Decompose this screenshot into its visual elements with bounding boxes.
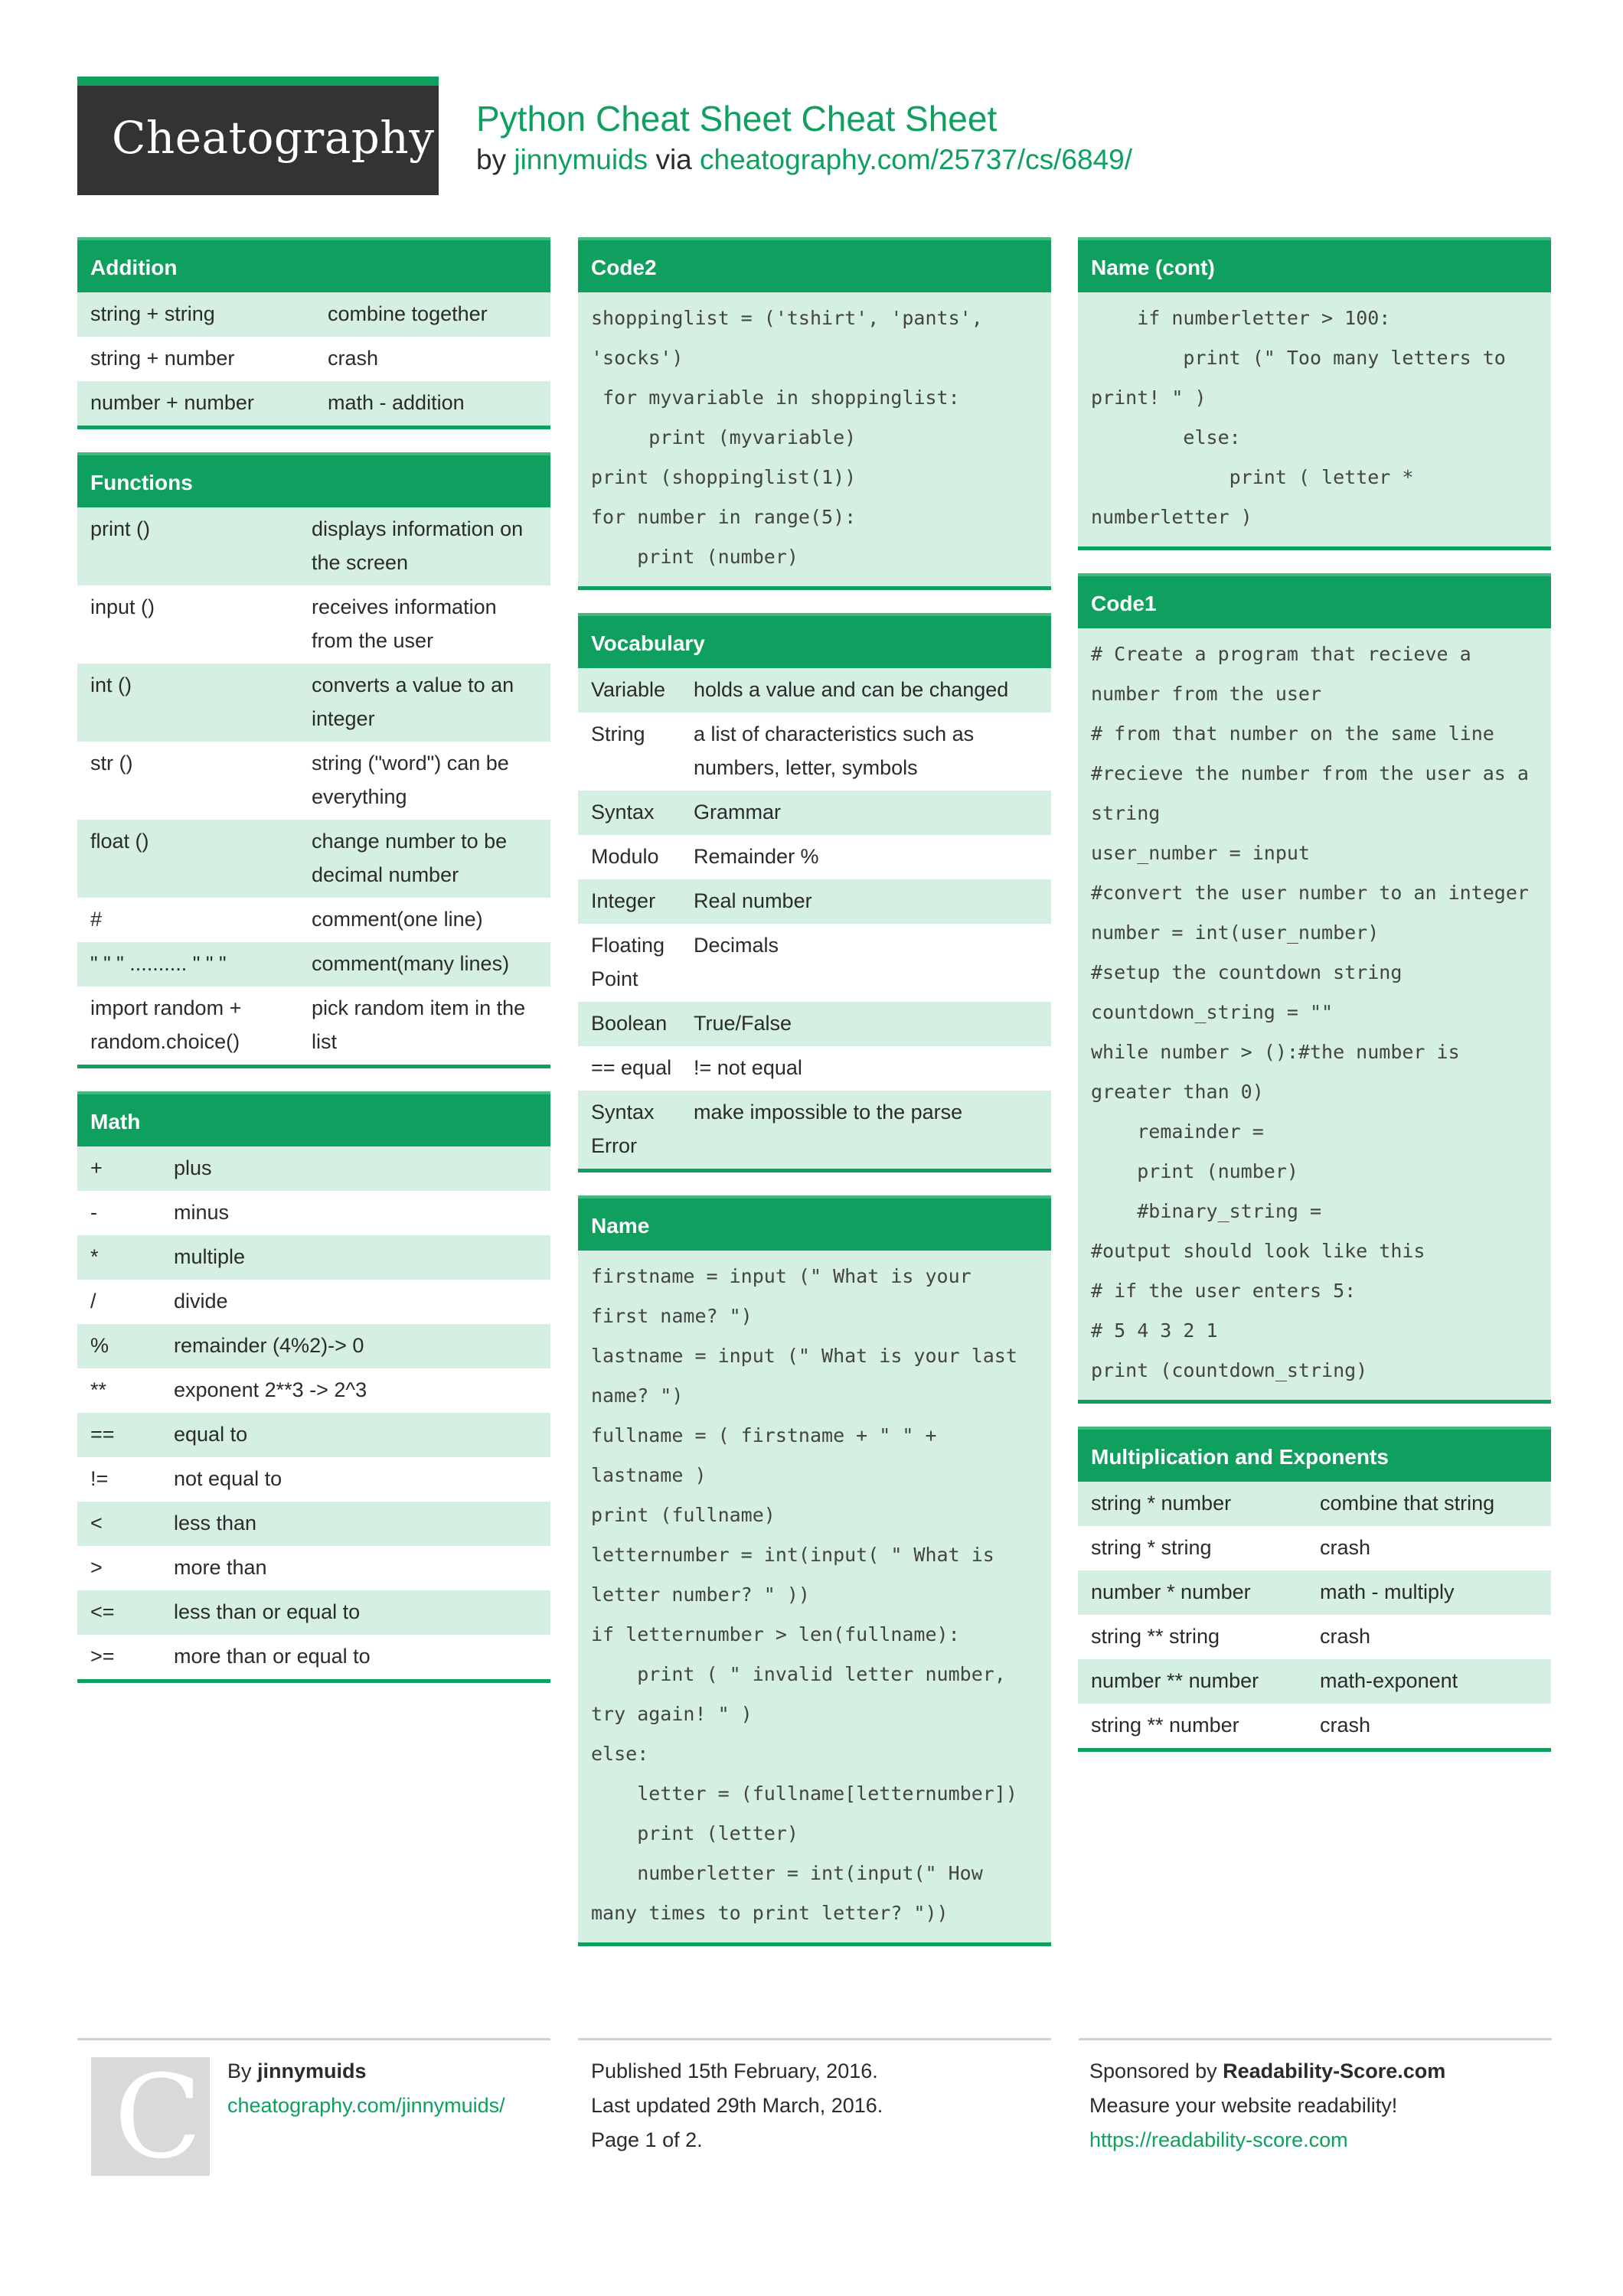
- row-key: Integer: [591, 889, 656, 912]
- row-key: import random + random.choice(): [90, 996, 242, 1053]
- row-value: divide: [174, 1290, 228, 1313]
- row-key: ==: [90, 1423, 115, 1446]
- author-name[interactable]: jinnymuids: [257, 2060, 367, 2082]
- table-row: [578, 1002, 1051, 1046]
- row-value: crash: [1320, 1714, 1371, 1737]
- table-row: [1078, 1615, 1551, 1659]
- row-value: remainder (4%2)-> 0: [174, 1334, 364, 1357]
- section-body: [578, 668, 1051, 1172]
- section-title: Vocabulary: [578, 613, 1051, 668]
- table-row: [578, 1091, 1051, 1169]
- footer-divider: [77, 2038, 1552, 2040]
- row-key: string * string: [1091, 1536, 1212, 1559]
- code-block: firstname = input (" What is your first name? ") lastname = input (" What is your last name? ") fullname = ( firstname + " " + lastname ) print (fullname) letternumber = int(input( " What is letter number? " )) if letternumber > len(fullname): print ( " invalid letter number, try again! " ) else: letter = (fullname[letternumber]) print (letter) numberletter = int(input(" How many times to print letter? ")): [578, 1251, 1051, 1942]
- section-addition: [77, 237, 550, 429]
- table-row: [77, 1280, 550, 1324]
- row-key: string ** string: [1091, 1625, 1220, 1648]
- section-title: Multiplication and Exponents: [1078, 1427, 1551, 1482]
- table-row: [1078, 1570, 1551, 1615]
- row-value: equal to: [174, 1423, 248, 1446]
- section-body: [77, 1146, 550, 1683]
- by-label: By: [227, 2060, 252, 2082]
- section-title: Name (cont): [1078, 237, 1551, 292]
- row-value: multiple: [174, 1245, 246, 1268]
- table-row: [77, 1502, 550, 1546]
- section-body: [1078, 628, 1551, 1404]
- section-title: Code1: [1078, 573, 1551, 628]
- row-value: crash: [328, 347, 379, 370]
- page-title: Python Cheat Sheet Cheat Sheet: [476, 99, 998, 139]
- row-key: Floating Point: [591, 934, 665, 990]
- row-value: comment(many lines): [312, 952, 510, 975]
- footer-dates: [591, 2054, 883, 2157]
- table-row: [77, 1235, 550, 1280]
- section-multiplication: [1078, 1427, 1551, 1752]
- updated-date: Last updated 29th March, 2016.: [591, 2094, 883, 2117]
- row-value: plus: [174, 1156, 212, 1179]
- table-row: [578, 791, 1051, 835]
- row-key: Modulo: [591, 845, 659, 868]
- table-row: [77, 1590, 550, 1635]
- row-value: Real number: [694, 889, 812, 912]
- row-key: *: [90, 1245, 99, 1268]
- section-title: Addition: [77, 237, 550, 292]
- table-row: [77, 1457, 550, 1502]
- row-key: str (): [90, 752, 133, 775]
- footer-author: [227, 2054, 505, 2123]
- footer-gap: [550, 2036, 578, 2043]
- section-title: Math: [77, 1091, 550, 1146]
- author-link[interactable]: jinnymuids: [514, 144, 648, 175]
- row-value: pick random item in the list: [312, 996, 526, 1053]
- section-name-cont: [1078, 237, 1551, 550]
- row-key: >: [90, 1556, 103, 1579]
- section-code1: [1078, 573, 1551, 1404]
- section-body: [578, 292, 1051, 590]
- section-title: Code2: [578, 237, 1051, 292]
- row-key: /: [90, 1290, 96, 1313]
- row-key: %: [90, 1334, 109, 1357]
- cheatography-logo[interactable]: [77, 77, 439, 195]
- table-row: [77, 1635, 550, 1679]
- row-value: a list of characteristics such as numbers, letter, symbols: [694, 722, 975, 779]
- row-value: combine that string: [1320, 1492, 1495, 1515]
- row-key: Variable: [591, 678, 666, 701]
- row-key: string * number: [1091, 1492, 1232, 1515]
- table-row: [578, 668, 1051, 713]
- row-key: string ** number: [1091, 1714, 1239, 1737]
- row-value: True/False: [694, 1012, 792, 1035]
- table-row: [77, 1546, 550, 1590]
- table-row: [578, 1046, 1051, 1091]
- row-value: Grammar: [694, 801, 781, 823]
- table-row: [1078, 1482, 1551, 1526]
- column-1: [77, 237, 550, 1706]
- footer-sponsor: [1089, 2054, 1445, 2157]
- sponsor-name[interactable]: Readability-Score.com: [1223, 2060, 1446, 2082]
- row-value: more than: [174, 1556, 267, 1579]
- row-value: combine together: [328, 302, 488, 325]
- row-value: holds a value and can be changed: [694, 678, 1009, 701]
- row-key: #: [90, 908, 103, 931]
- row-value: math - multiply: [1320, 1580, 1455, 1603]
- row-value: exponent 2**3 -> 2^3: [174, 1378, 367, 1401]
- row-value: less than: [174, 1512, 257, 1534]
- byline: [476, 144, 1132, 176]
- row-value: converts a value to an integer: [312, 673, 514, 730]
- row-value: less than or equal to: [174, 1600, 361, 1623]
- row-key: <=: [90, 1600, 115, 1623]
- row-value: crash: [1320, 1625, 1371, 1648]
- table-row: [77, 507, 550, 585]
- table-row: [77, 337, 550, 381]
- row-value: != not equal: [694, 1056, 802, 1079]
- row-key: string + string: [90, 302, 215, 325]
- table-row: [77, 585, 550, 664]
- row-value: Remainder %: [694, 845, 819, 868]
- code-block: shoppinglist = ('tshirt', 'pants', 'socks') for myvariable in shoppinglist: print (myvariable) print (shoppinglist(1)) for number in range(5): print (number): [578, 292, 1051, 586]
- table-row: [77, 1413, 550, 1457]
- table-row: [77, 942, 550, 987]
- by-label: by: [476, 144, 507, 175]
- row-key: input (): [90, 595, 155, 618]
- row-key: Boolean: [591, 1012, 668, 1035]
- column-3: [1078, 237, 1551, 1775]
- row-key: +: [90, 1156, 103, 1179]
- table-row: [1078, 1526, 1551, 1570]
- row-value: math - addition: [328, 391, 465, 414]
- section-body: [578, 1251, 1051, 1946]
- section-body: [1078, 292, 1551, 550]
- row-key: == equal: [591, 1056, 672, 1079]
- footer-gap: [1051, 2036, 1079, 2043]
- row-value: make impossible to the parse: [694, 1101, 963, 1124]
- via-label: via: [655, 144, 692, 175]
- table-row: [578, 879, 1051, 924]
- row-key: **: [90, 1378, 107, 1401]
- sheet-url-link[interactable]: cheatography.com/25737/cs/6849/: [700, 144, 1133, 175]
- table-row: [77, 1368, 550, 1413]
- table-row: [77, 1146, 550, 1191]
- row-key: number ** number: [1091, 1669, 1259, 1692]
- table-row: [77, 898, 550, 942]
- row-value: not equal to: [174, 1467, 282, 1490]
- table-row: [77, 381, 550, 426]
- section-name: [578, 1195, 1051, 1946]
- page-number: Page 1 of 2.: [591, 2128, 703, 2151]
- section-body: [1078, 1482, 1551, 1752]
- author-avatar[interactable]: [91, 2051, 210, 2184]
- row-key: string + number: [90, 347, 235, 370]
- row-value: displays information on the screen: [312, 517, 524, 574]
- table-row: [77, 742, 550, 820]
- row-key: String: [591, 722, 645, 745]
- table-row: [77, 664, 550, 742]
- table-row: [578, 835, 1051, 879]
- row-value: minus: [174, 1201, 230, 1224]
- code-block: if numberletter > 100: print (" Too many letters to print! " ) else: print ( letter * numberletter ): [1078, 292, 1551, 546]
- section-title: Name: [578, 1195, 1051, 1251]
- row-value: comment(one line): [312, 908, 483, 931]
- table-row: [77, 1324, 550, 1368]
- section-vocabulary: [578, 613, 1051, 1172]
- sponsored-label: Sponsored by: [1089, 2060, 1217, 2082]
- row-key: int (): [90, 673, 132, 696]
- section-title: Functions: [77, 452, 550, 507]
- table-row: [77, 987, 550, 1065]
- row-value: change number to be decimal number: [312, 830, 508, 886]
- row-value: receives information from the user: [312, 595, 497, 652]
- sponsor-tagline: Measure your website readability!: [1089, 2094, 1398, 2117]
- table-row: [77, 292, 550, 337]
- section-body: [77, 292, 550, 429]
- author-profile-link[interactable]: cheatography.com/jinnymuids/: [227, 2094, 505, 2117]
- row-key: !=: [90, 1467, 109, 1490]
- section-math: [77, 1091, 550, 1683]
- table-row: [578, 713, 1051, 791]
- row-key: <: [90, 1512, 103, 1534]
- row-key: print (): [90, 517, 151, 540]
- section-body: [77, 507, 550, 1068]
- row-key: number + number: [90, 391, 254, 414]
- column-2: [578, 237, 1051, 1969]
- table-row: [77, 1191, 550, 1235]
- row-key: Syntax: [591, 801, 655, 823]
- row-key: -: [90, 1201, 97, 1224]
- published-date: Published 15th February, 2016.: [591, 2060, 878, 2082]
- section-code2: [578, 237, 1051, 590]
- avatar-letter: C: [114, 2051, 202, 2184]
- row-key: >=: [90, 1645, 115, 1668]
- row-value: Decimals: [694, 934, 779, 957]
- row-value: more than or equal to: [174, 1645, 371, 1668]
- row-key: number * number: [1091, 1580, 1251, 1603]
- code-block: # Create a program that recieve a number from the user # from that number on the same line #recieve the number from the user as a string user_number = input #convert the user number to an integer number = int(user_number) #setup the countdown string countdown_string = "" while number > ():#the number is greater than 0) remainder = print (number) #binary_string = #output should look like this # if the user enters 5: # 5 4 3 2 1 print (countdown_string): [1078, 628, 1551, 1400]
- section-functions: [77, 452, 550, 1068]
- row-key: " " " .......... " " ": [90, 952, 227, 975]
- row-key: float (): [90, 830, 149, 853]
- row-value: string ("word") can be everything: [312, 752, 509, 808]
- table-row: [1078, 1704, 1551, 1748]
- table-row: [1078, 1659, 1551, 1704]
- table-row: [77, 820, 550, 898]
- row-value: math-exponent: [1320, 1669, 1458, 1692]
- logo-text: Cheatography: [112, 112, 435, 164]
- table-row: [578, 924, 1051, 1002]
- row-value: crash: [1320, 1536, 1371, 1559]
- row-key: Syntax Error: [591, 1101, 655, 1157]
- sponsor-link[interactable]: https://readability-score.com: [1089, 2128, 1348, 2151]
